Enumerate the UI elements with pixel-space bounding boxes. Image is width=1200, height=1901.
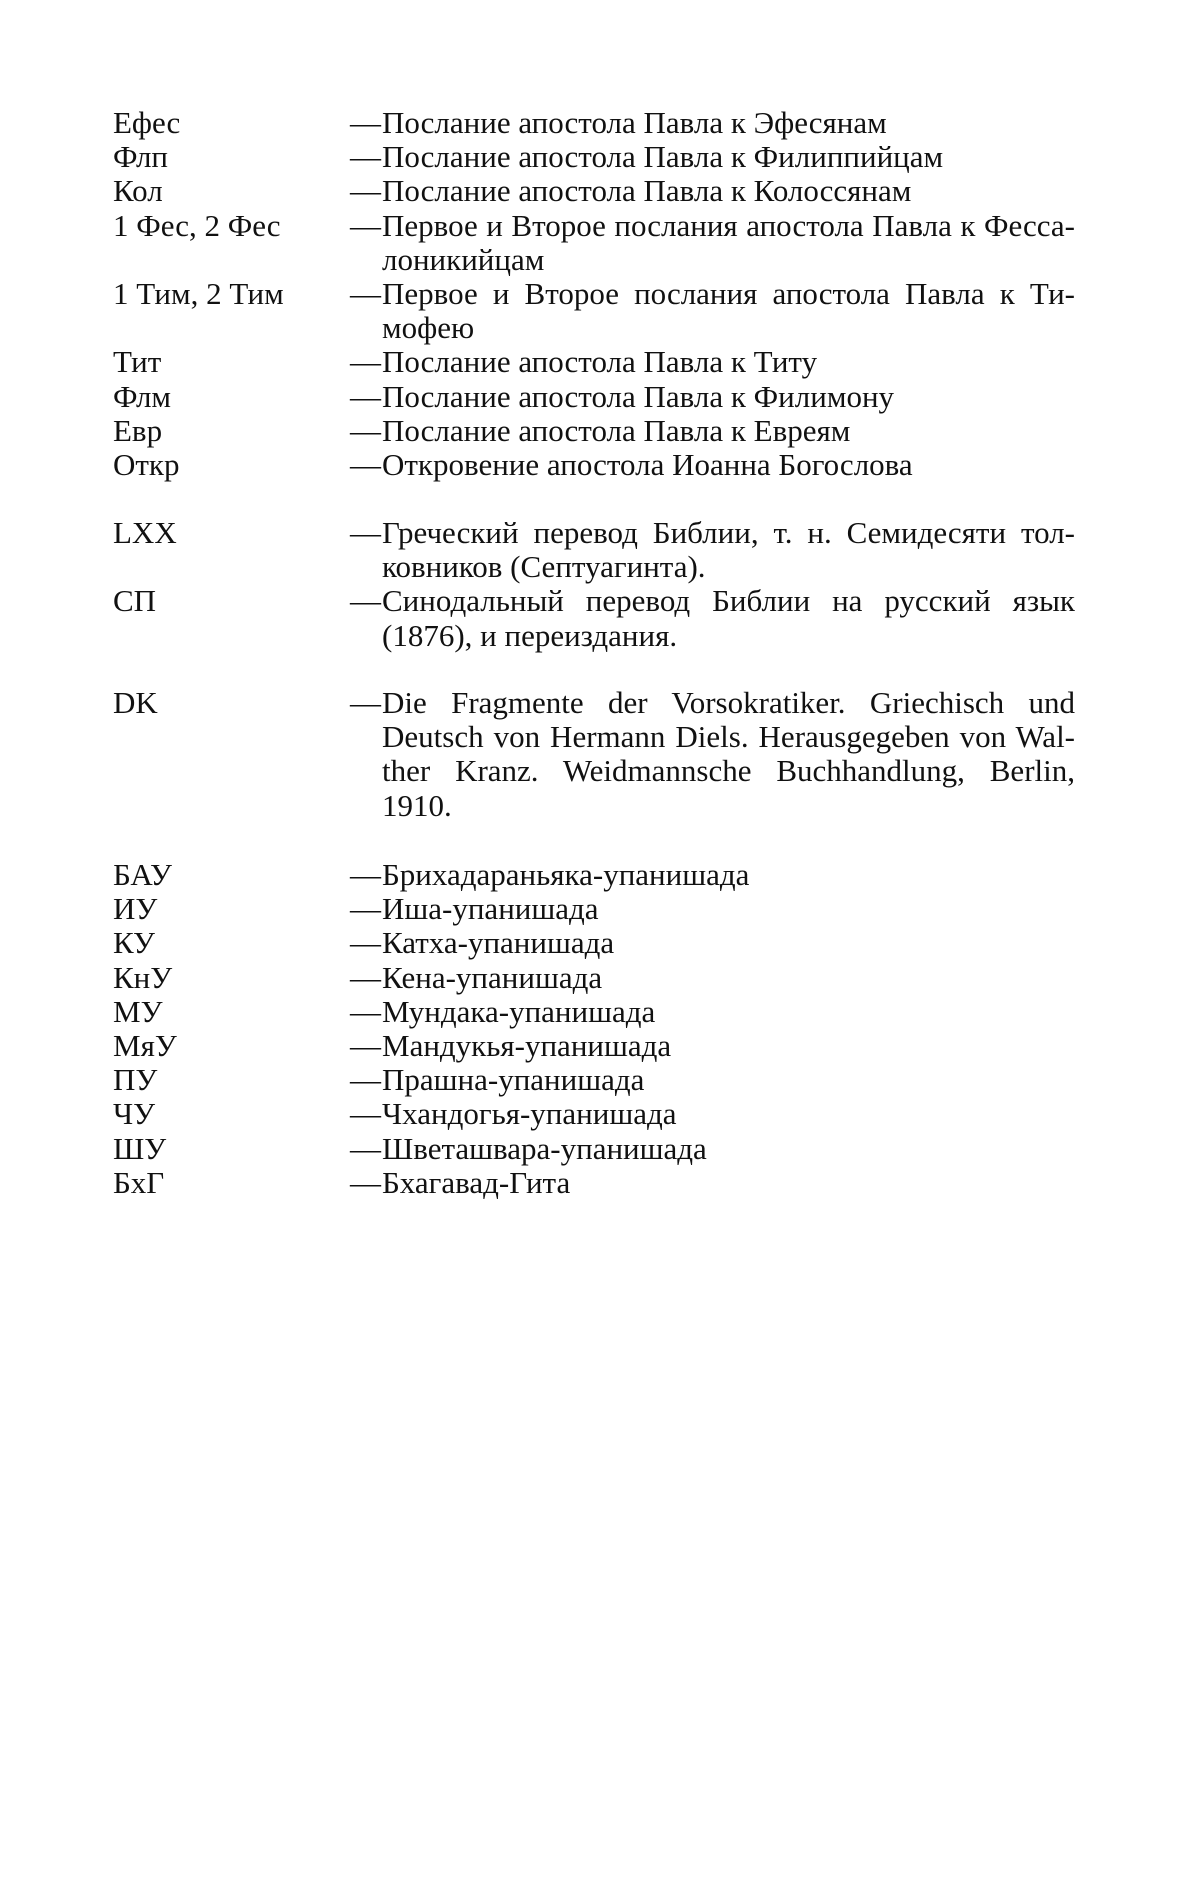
- abbreviation-term: ИУ: [113, 891, 158, 927]
- definition-line: Синодальный перевод Библии на русский язык: [382, 583, 1075, 619]
- definition-line: Послание апостола Павла к Колоссянам: [382, 173, 912, 209]
- abbreviation-term: БАУ: [113, 857, 173, 892]
- em-dash: —: [350, 378, 381, 414]
- definition-line: Шветашвара-упанишада: [382, 1130, 707, 1166]
- abbreviation-definition: [350, 1097, 1075, 1131]
- definition-line: Послание апостола Павла к Евреям: [382, 412, 851, 448]
- definition-line: Deutsch von Hermann Diels. Herausgegeben von Wal-: [382, 719, 1075, 755]
- abbreviation-term: 1 Тим, 2 Тим: [113, 276, 284, 311]
- abbreviation-definition: [350, 1166, 1075, 1200]
- abbreviation-definition: [350, 1029, 1075, 1063]
- em-dash: —: [350, 139, 381, 175]
- em-dash: —: [350, 993, 381, 1029]
- abbreviation-term: ЧУ: [113, 1096, 156, 1132]
- abbreviation-definition: [350, 995, 1075, 1029]
- em-dash: —: [350, 685, 381, 720]
- definition-line: лоникийцам: [382, 241, 545, 277]
- abbreviation-term: Кол: [113, 173, 163, 209]
- abbreviation-definition: [350, 140, 1075, 174]
- em-dash: —: [350, 412, 381, 448]
- abbreviation-definition: [350, 414, 1075, 448]
- abbreviation-term: БхГ: [113, 1164, 165, 1200]
- definition-line: Die Fragmente der Vorsokratiker. Griechisch und: [382, 685, 1075, 720]
- abbreviation-definition: [350, 584, 1075, 652]
- definition-line: Прашна-упанишада: [382, 1062, 645, 1098]
- abbreviation-term: Откр: [113, 447, 180, 482]
- definition-line: ковников (Септуагинта).: [382, 549, 706, 585]
- em-dash: —: [350, 276, 381, 311]
- abbreviation-term: КУ: [113, 925, 156, 961]
- abbreviation-definition: [350, 892, 1075, 926]
- abbreviation-term: Тит: [113, 344, 162, 380]
- definition-line: Бхагавад-Гита: [382, 1164, 571, 1200]
- abbreviation-term: КнУ: [113, 959, 173, 995]
- definition-line: Послание апостола Павла к Филиппийцам: [382, 139, 944, 175]
- em-dash: —: [350, 173, 381, 209]
- em-dash: —: [350, 1130, 381, 1166]
- abbreviation-definition: [350, 380, 1075, 414]
- em-dash: —: [350, 1164, 381, 1200]
- abbreviation-term: Евр: [113, 412, 163, 448]
- abbreviation-term: СП: [113, 583, 157, 619]
- definition-line: Мундака-упанишада: [382, 993, 656, 1029]
- em-dash: —: [350, 857, 381, 892]
- abbreviation-definition: [350, 1132, 1075, 1166]
- abbreviation-definition: [350, 686, 1075, 823]
- definition-line: Первое и Второе послания апостола Павла к Фесса-: [382, 207, 1075, 243]
- definition-line: Кена-упанишада: [382, 959, 603, 995]
- abbreviation-definition: [350, 516, 1075, 584]
- abbreviation-definition: [350, 926, 1075, 960]
- abbreviation-term: Ефес: [113, 105, 181, 140]
- definition-line: (1876), и переиздания.: [382, 617, 678, 653]
- em-dash: —: [350, 1062, 381, 1098]
- em-dash: —: [350, 925, 381, 961]
- abbreviation-term: Флп: [113, 139, 169, 175]
- definition-line: Послание апостола Павла к Эфесянам: [382, 105, 887, 140]
- em-dash: —: [350, 105, 381, 140]
- em-dash: —: [350, 207, 381, 243]
- abbreviation-term: ШУ: [113, 1130, 167, 1166]
- em-dash: —: [350, 891, 381, 927]
- em-dash: —: [350, 959, 381, 995]
- definition-line: 1910.: [382, 787, 452, 823]
- em-dash: —: [350, 344, 381, 380]
- definition-line: Первое и Второе послания апостола Павла к Ти-: [382, 276, 1075, 311]
- abbreviation-definition: [350, 106, 1075, 140]
- definition-line: мофею: [382, 310, 475, 346]
- abbreviation-term: МяУ: [113, 1028, 177, 1063]
- definition-line: ther Kranz. Weidmannsche Buchhandlung, Berlin,: [382, 753, 1075, 789]
- definition-line: Послание апостола Павла к Титу: [382, 344, 818, 380]
- definition-line: Брихадараньяка-упанишада: [382, 857, 750, 892]
- abbreviation-term: Флм: [113, 378, 172, 414]
- definition-line: Мандукья-упанишада: [382, 1028, 672, 1063]
- abbreviation-term: МУ: [113, 993, 163, 1029]
- abbreviation-definition: [350, 174, 1075, 208]
- definition-line: Греческий перевод Библии, т. н. Семидесяти тол-: [382, 515, 1075, 550]
- em-dash: —: [350, 583, 381, 619]
- definition-line: Послание апостола Павла к Филимону: [382, 378, 895, 414]
- abbreviation-term: LXX: [113, 515, 177, 550]
- em-dash: —: [350, 1096, 381, 1132]
- definition-line: Иша-упанишада: [382, 891, 599, 927]
- em-dash: —: [350, 447, 381, 482]
- abbreviation-definition: [350, 448, 1075, 482]
- definition-line: Чхандогья-упанишада: [382, 1096, 677, 1132]
- abbreviation-definition: [350, 209, 1075, 277]
- definition-line: Откровение апостола Иоанна Богослова: [382, 447, 913, 482]
- abbreviation-definition: [350, 961, 1075, 995]
- abbreviation-definition: [350, 1063, 1075, 1097]
- abbreviation-term: ПУ: [113, 1062, 158, 1098]
- abbreviation-definition: [350, 345, 1075, 379]
- abbreviation-definition: [350, 858, 1075, 892]
- em-dash: —: [350, 515, 381, 550]
- em-dash: —: [350, 1028, 381, 1063]
- definition-line: Катха-упанишада: [382, 925, 615, 961]
- abbreviation-definition: [350, 277, 1075, 345]
- abbreviation-term: 1 Фес, 2 Фес: [113, 207, 281, 243]
- abbreviation-term: DK: [113, 685, 158, 720]
